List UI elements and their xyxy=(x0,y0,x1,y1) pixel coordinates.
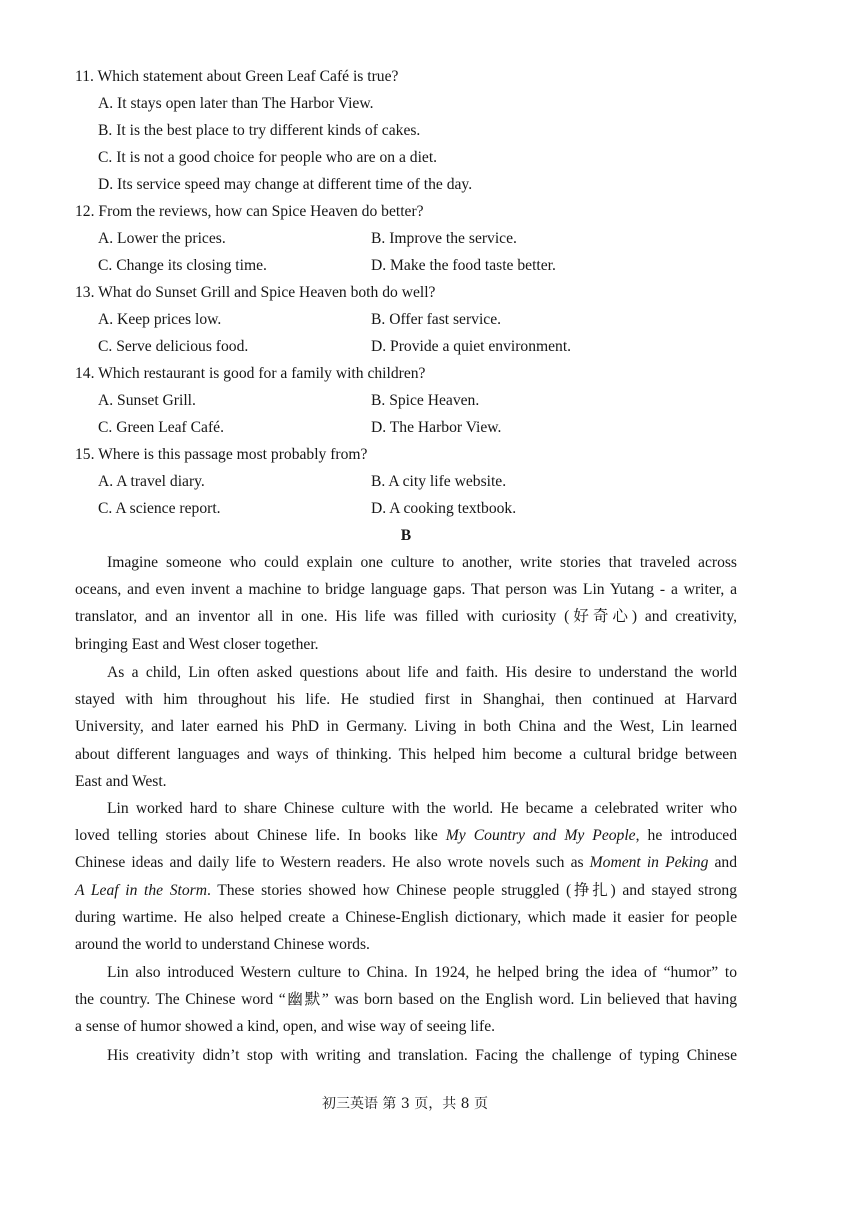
paragraph-line: about different languages and ways of thinking. This helped him become a cultural bridge between xyxy=(75,745,737,763)
paragraph-line: a sense of humor showed a kind, open, and wise way of seeing life. xyxy=(75,1018,496,1036)
question-11-option-c: C. It is not a good choice for people who are on a diet. xyxy=(98,149,438,166)
book-title: A Leaf in the Storm xyxy=(75,881,207,899)
question-12-option-b: B. Improve the service. xyxy=(371,230,517,247)
question-13-option-d: D. Provide a quiet environment. xyxy=(371,338,572,355)
paragraph-line: Lin worked hard to share Chinese culture with the world. He became a celebrated writer who xyxy=(107,800,737,817)
question-11-option-d: D. Its service speed may change at different time of the day. xyxy=(98,176,473,193)
page-footer: 初三英语 第 3 页，共 8 页 xyxy=(321,1096,489,1112)
text-segment: Chinese ideas and daily life to Western readers. He also wrote novels such as xyxy=(75,854,590,872)
question-13-option-c: C. Serve delicious food. xyxy=(98,338,249,355)
question-13-stem: 13. What do Sunset Grill and Spice Heaven both do well? xyxy=(75,284,436,301)
paragraph-line: His creativity didn’t stop with writing and translation. Facing the challenge of typing Chinese xyxy=(107,1047,737,1064)
paragraph-line: University, and later earned his PhD in Germany. Living in both China and the West, Lin learned xyxy=(75,718,737,736)
question-11-option-b: B. It is the best place to try different kinds of cakes. xyxy=(98,122,421,139)
book-title: Moment in Peking xyxy=(589,854,709,872)
question-14-option-c: C. Green Leaf Café. xyxy=(98,419,224,436)
question-15-option-b: B. A city life website. xyxy=(371,473,507,490)
paragraph-line: Imagine someone who could explain one culture to another, write stories that traveled across xyxy=(107,554,737,571)
text-segment: , he introduced xyxy=(635,827,737,845)
question-15-option-c: C. A science report. xyxy=(98,500,221,517)
question-15-option-d: D. A cooking textbook. xyxy=(371,500,517,517)
paragraph-line: during wartime. He also helped create a Chinese-English dictionary, which made it easier for people xyxy=(75,908,737,926)
text-segment: and xyxy=(708,854,737,872)
paragraph-line: As a child, Lin often asked questions about life and faith. His desire to understand the world xyxy=(107,664,737,681)
question-14-option-d: D. The Harbor View. xyxy=(371,419,502,436)
book-title: My Country and My People xyxy=(445,827,636,845)
question-12-option-a: A. Lower the prices. xyxy=(98,230,226,247)
question-15-stem: 15. Where is this passage most probably from? xyxy=(75,446,368,463)
question-12-option-c: C. Change its closing time. xyxy=(98,257,267,274)
paragraph-line: around the world to understand Chinese words. xyxy=(75,936,370,954)
question-13-option-b: B. Offer fast service. xyxy=(371,311,502,328)
paragraph-line: East and West. xyxy=(75,772,167,790)
question-11-option-a: A. It stays open later than The Harbor View. xyxy=(98,95,374,112)
question-15-option-a: A. A travel diary. xyxy=(98,473,205,490)
paragraph-line: stayed with him throughout his life. He studied first in Shanghai, then continued at Harvard xyxy=(75,691,737,709)
paragraph-line: bringing East and West closer together. xyxy=(75,635,319,653)
paragraph-1 xyxy=(75,549,737,658)
paragraph-line xyxy=(75,877,737,904)
section-b-heading: B xyxy=(400,527,412,544)
text-segment: loved telling stories about Chinese life. In books like xyxy=(75,827,446,845)
paragraph-4 xyxy=(75,959,737,1041)
paragraph-line: translator, and an inventor all in one. His life was filled with curiosity (好奇心) and creativity, xyxy=(75,608,737,626)
paragraph-5 xyxy=(75,1042,737,1069)
paragraph-line: Lin also introduced Western culture to China. In 1924, he helped bring the idea of “humor” to xyxy=(107,964,737,981)
question-12-option-d: D. Make the food taste better. xyxy=(371,257,556,274)
paragraph-3 xyxy=(75,795,737,958)
question-14-stem: 14. Which restaurant is good for a family with children? xyxy=(75,365,426,382)
paragraph-line: the country. The Chinese word “幽默” was born based on the English word. Lin believed that having xyxy=(75,991,737,1009)
question-12-stem: 12. From the reviews, how can Spice Heaven do better? xyxy=(75,203,424,220)
paragraph-2 xyxy=(75,659,737,795)
text-segment: . These stories showed how Chinese people struggled (挣扎) and stayed strong xyxy=(206,881,737,899)
question-14-option-b: B. Spice Heaven. xyxy=(371,392,480,409)
paragraph-line xyxy=(75,822,737,849)
paragraph-line: oceans, and even invent a machine to bridge language gaps. That person was Lin Yutang - a writer, a xyxy=(75,581,737,599)
paragraph-line xyxy=(75,849,737,876)
question-13-option-a: A. Keep prices low. xyxy=(98,311,222,328)
question-11-stem: 11. Which statement about Green Leaf Café is true? xyxy=(75,68,399,85)
question-14-option-a: A. Sunset Grill. xyxy=(98,392,196,409)
